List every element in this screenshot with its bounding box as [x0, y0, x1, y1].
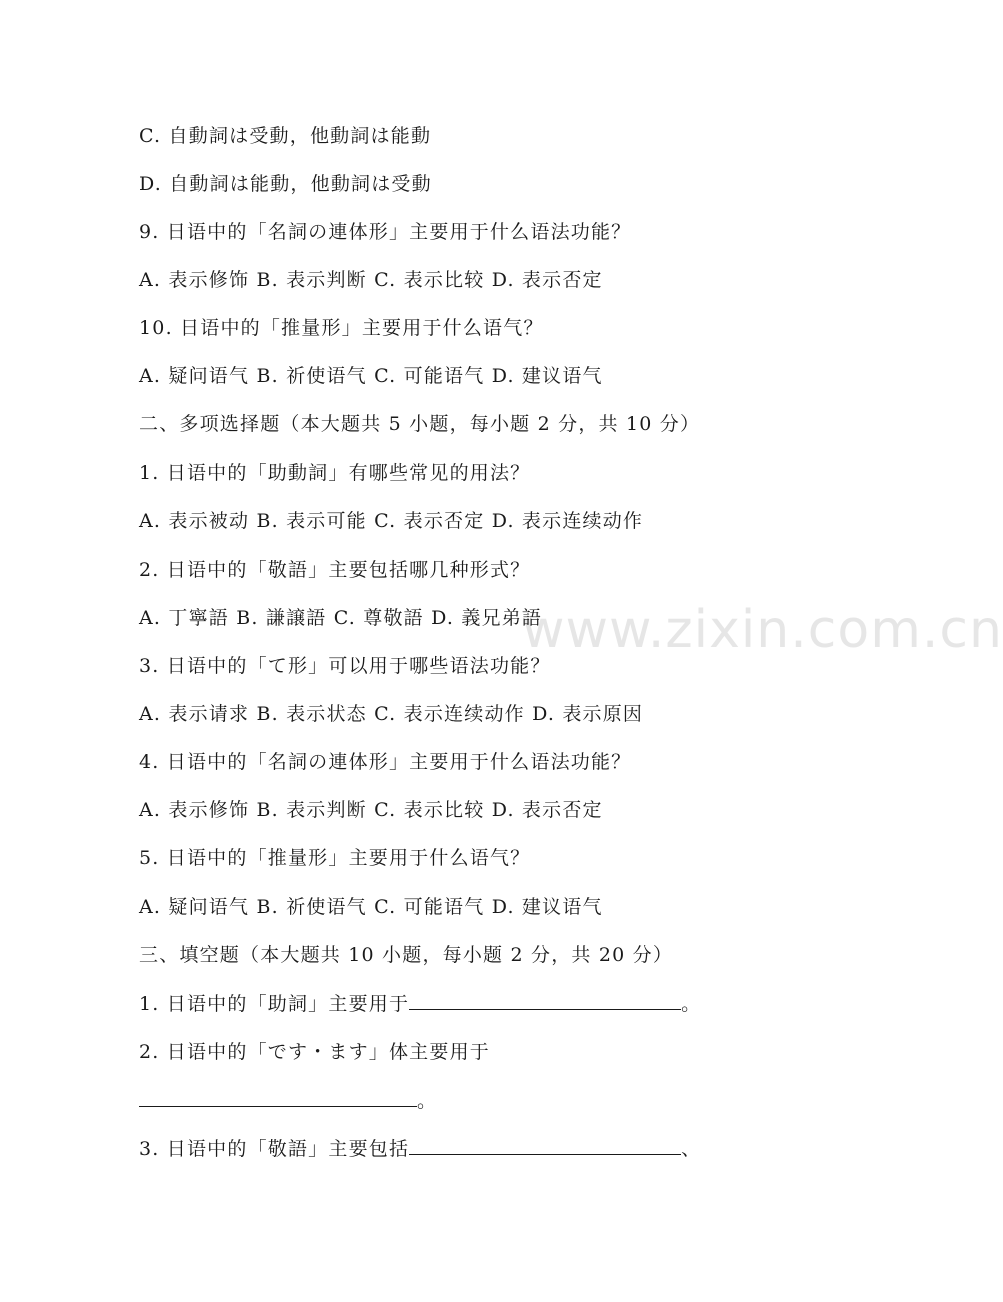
watermark-text: www.zixin.com.cn — [522, 600, 1003, 660]
fill-question-1-text: 1. 日语中的「助詞」主要用于 — [139, 993, 410, 1015]
answer-blank-1[interactable] — [409, 991, 681, 1010]
question-9: 9. 日语中的「名詞の連体形」主要用于什么语法功能？ — [139, 221, 632, 243]
section-heading-fill-blank: 三、填空题（本大题共 10 小题，每小题 2 分，共 20 分） — [139, 944, 674, 966]
mc-question-5: 5. 日语中的「推量形」主要用于什么语气？ — [139, 847, 531, 869]
question-10-options: A. 疑问语气 B. 祈使语气 C. 可能语气 D. 建议语气 — [139, 365, 603, 387]
option-d-line: D. 自動詞は能動，他動詞は受動 — [139, 173, 432, 195]
fill-question-2-answer — [139, 1088, 437, 1113]
mc-question-5-options: A. 疑问语气 B. 祈使语气 C. 可能语气 D. 建议语气 — [139, 896, 603, 918]
fill-question-1-end: 。 — [681, 993, 702, 1015]
fill-question-3-end: 、 — [681, 1138, 702, 1160]
question-9-options: A. 表示修饰 B. 表示判断 C. 表示比较 D. 表示否定 — [139, 269, 603, 291]
answer-blank-3[interactable] — [409, 1136, 681, 1155]
mc-question-3-options: A. 表示请求 B. 表示状态 C. 表示连续动作 D. 表示原因 — [139, 703, 644, 725]
fill-question-1 — [139, 991, 701, 1016]
mc-question-3: 3. 日语中的「て形」可以用于哪些语法功能？ — [139, 655, 551, 677]
mc-question-4: 4. 日语中的「名詞の連体形」主要用于什么语法功能？ — [139, 751, 632, 773]
fill-question-3-text: 3. 日语中的「敬語」主要包括 — [139, 1138, 410, 1160]
section-heading-multiple-choice: 二、多项选择题（本大题共 5 小题，每小题 2 分，共 10 分） — [139, 413, 701, 435]
fill-question-2: 2. 日语中的「です・ます」体主要用于 — [139, 1041, 490, 1063]
fill-question-2-end: 。 — [417, 1090, 438, 1112]
question-10: 10. 日语中的「推量形」主要用于什么语气？ — [139, 317, 544, 339]
fill-question-3 — [139, 1136, 701, 1161]
option-c-line: C. 自動詞は受動，他動詞は能動 — [139, 125, 432, 147]
mc-question-1-options: A. 表示被动 B. 表示可能 C. 表示否定 D. 表示连续动作 — [139, 510, 644, 532]
answer-blank-2[interactable] — [139, 1088, 417, 1107]
mc-question-2-options: A. 丁寧語 B. 謙譲語 C. 尊敬語 D. 義兄弟語 — [139, 607, 543, 629]
mc-question-1: 1. 日语中的「助動詞」有哪些常见的用法？ — [139, 462, 531, 484]
mc-question-2: 2. 日语中的「敬語」主要包括哪几种形式？ — [139, 559, 531, 581]
mc-question-4-options: A. 表示修饰 B. 表示判断 C. 表示比较 D. 表示否定 — [139, 799, 603, 821]
